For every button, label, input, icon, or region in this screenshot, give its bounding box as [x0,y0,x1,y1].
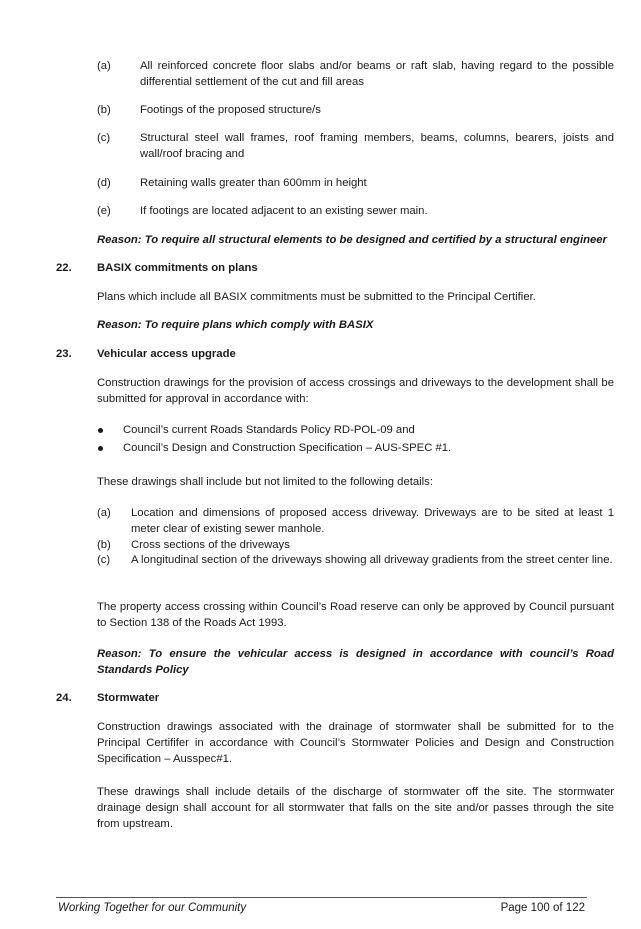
section-title-24: Stormwater [97,692,160,704]
list-label: (b) [97,539,111,551]
list-text: Structural steel wall frames, roof framing members, beams, columns, bearers, joists and wall/roof bracing and [140,132,614,160]
list-label: (c) [97,554,111,566]
details-intro-23: These drawings shall include but not limited to the following details: [97,476,433,488]
list-label: (a) [97,507,111,519]
page-number: Page 100 of 122 [500,902,585,914]
list-text: If footings are located adjacent to an existing sewer main. [140,205,428,217]
list-text: A longitudinal section of the driveways showing all driveway gradients from the street center line. [131,554,613,566]
list-text: Cross sections of the driveways [131,539,290,551]
section-body-22: Plans which include all BASIX commitments must be submitted to the Principal Certifier. [97,291,536,303]
reason-21: Reason: To require all structural elements to be designed and certified by a structural engineer [97,234,607,246]
section-number-23: 23. [56,348,72,360]
section-title-22: BASIX commitments on plans [97,262,258,274]
section-para-23: The property access crossing within Council’s Road reserve can only be approved by Council pursuant to Section 138 of the Roads Act 1993. [97,601,614,629]
list-text: Footings of the proposed structure/s [140,104,321,116]
section-number-22: 22. [56,262,72,274]
list-label: (b) [97,104,111,116]
section-title-23: Vehicular access upgrade [97,348,236,360]
bullet-dot [98,446,103,451]
list-label: (a) [97,60,111,72]
list-label: (c) [97,132,111,144]
reason-23: Reason: To ensure the vehicular access is designed in accordance with council’s Road Standards Policy [97,648,614,676]
section-para1-24: Construction drawings associated with the drainage of stormwater shall be submitted for to the Principal Certififer in accordance with Council’s Stormwater Policies and Design and Construction Specification – Ausspec#1. [97,721,614,765]
section-intro-23: Construction drawings for the provision of access crossings and driveways to the development shall be submitted for approval in accordance with: [97,377,614,405]
list-label: (d) [97,177,111,189]
footer-divider [56,897,587,898]
section-number-24: 24. [56,692,72,704]
bullet-text: Council’s Design and Construction Specification – AUS-SPEC #1. [123,442,452,454]
bullet-dot [98,428,103,433]
footer-text: Working Together for our Community [58,902,247,914]
list-label: (e) [97,205,111,217]
list-text: Location and dimensions of proposed access driveway. Driveways are to be sited at least 1 meter clear of existing sewer manhole. [131,507,614,535]
reason-22: Reason: To require plans which comply with BASIX [97,319,374,331]
section-para2-24: These drawings shall include details of the discharge of stormwater off the site. The stormwater drainage design shall account for all stormwater that falls on the site and/or passes through the site from upstream. [97,786,614,830]
list-text: All reinforced concrete floor slabs and/or beams or raft slab, having regard to the possible differential settlement of the cut and fill areas [140,60,614,88]
bullet-text: Council’s current Roads Standards Policy RD-POL-09 and [123,424,415,436]
list-text: Retaining walls greater than 600mm in height [140,177,367,189]
